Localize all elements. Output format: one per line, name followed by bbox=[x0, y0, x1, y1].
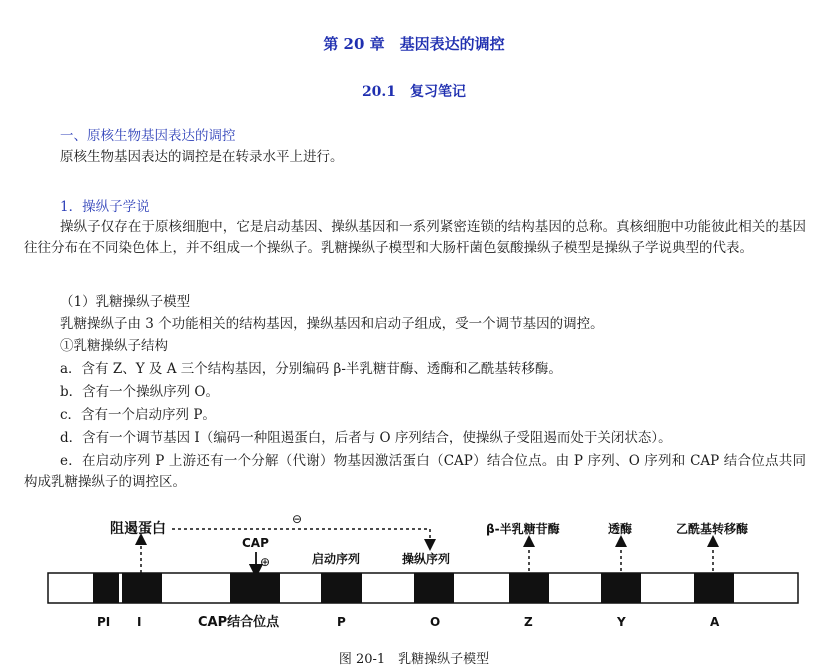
label-repressor: 阻遏蛋白 bbox=[110, 521, 166, 537]
lac-subheading: （1）乳糖操纵子模型 bbox=[60, 294, 191, 310]
part1-intro: 原核生物基因表达的调控是在转录水平上进行。 bbox=[60, 149, 344, 165]
item-e: e．在启动序列 P 上游还有一个分解（代谢）物基因激活蛋白（CAP）结合位点。由 P 序列、O 序列和 CAP 结合位点共同构成乳糖操纵子的调控区。 bbox=[24, 453, 806, 490]
operon-paragraph: 操纵子仅存在于原核细胞中，它是启动基因、操纵基因和一系列紧密连锁的结构基因的总称。真核细胞中功能彼此相关的基因往往分布在不同染色体上，并不组成一个操纵子。乳糖操纵子模型和大肠杆菌色氨酸操纵子模型是操纵子学说典型的代表。 bbox=[24, 219, 806, 256]
lac-intro: 乳糖操纵子由 3 个功能相关的结构基因，操纵基因和启动子组成，受一个调节基因的调控。 bbox=[60, 316, 604, 332]
segment-O bbox=[414, 573, 454, 603]
label-gal: β-半乳糖苷酶 bbox=[486, 522, 560, 536]
label-A: A bbox=[710, 615, 720, 629]
label-promoter-seq: 启动序列 bbox=[312, 552, 361, 566]
label-cap: CAP bbox=[242, 536, 269, 550]
label-permease: 透酶 bbox=[608, 522, 633, 536]
section-title: 20.1 复习笔记 bbox=[361, 84, 467, 100]
label-I: I bbox=[137, 615, 142, 629]
segment-A bbox=[694, 573, 734, 603]
label-operator-seq: 操纵序列 bbox=[402, 552, 451, 566]
label-P: P bbox=[337, 615, 346, 629]
operon-heading: 1．操纵子学说 bbox=[60, 199, 150, 215]
item-c: c．含有一个启动序列 P。 bbox=[60, 407, 216, 423]
label-minus: ⊖ bbox=[292, 512, 303, 526]
lac-operon-diagram bbox=[0, 505, 828, 645]
label-plus: ⊕ bbox=[260, 555, 271, 569]
figure-caption: 图 20-1 乳糖操纵子模型 bbox=[338, 652, 490, 667]
structure-heading: ①乳糖操纵子结构 bbox=[60, 338, 168, 354]
item-b: b．含有一个操纵序列 O。 bbox=[60, 384, 220, 400]
label-Y: Y bbox=[617, 615, 626, 629]
label-O: O bbox=[430, 615, 441, 629]
chapter-title: 第 20 章 基因表达的调控 bbox=[323, 35, 505, 53]
item-a: a．含有 Z、Y 及 A 三个结构基因，分别编码 β-半乳糖苷酶、透酶和乙酰基转移酶。 bbox=[60, 361, 562, 377]
segment-PI bbox=[93, 573, 119, 603]
item-d: d．含有一个调节基因 I（编码一种阻遏蛋白，后者与 O 序列结合，使操纵子受阻遏而处于关闭状态）。 bbox=[60, 430, 672, 446]
label-PI: PI bbox=[97, 615, 111, 629]
segment-cap-site bbox=[230, 573, 280, 603]
label-Z: Z bbox=[524, 615, 533, 629]
segment-I bbox=[122, 573, 162, 603]
label-cap-site: CAP结合位点 bbox=[198, 615, 280, 630]
segment-Y bbox=[601, 573, 641, 603]
segment-P bbox=[321, 573, 362, 603]
part1-heading: 一、原核生物基因表达的调控 bbox=[60, 128, 236, 144]
label-acetyl: 乙酰基转移酶 bbox=[676, 522, 749, 536]
segment-Z bbox=[509, 573, 549, 603]
